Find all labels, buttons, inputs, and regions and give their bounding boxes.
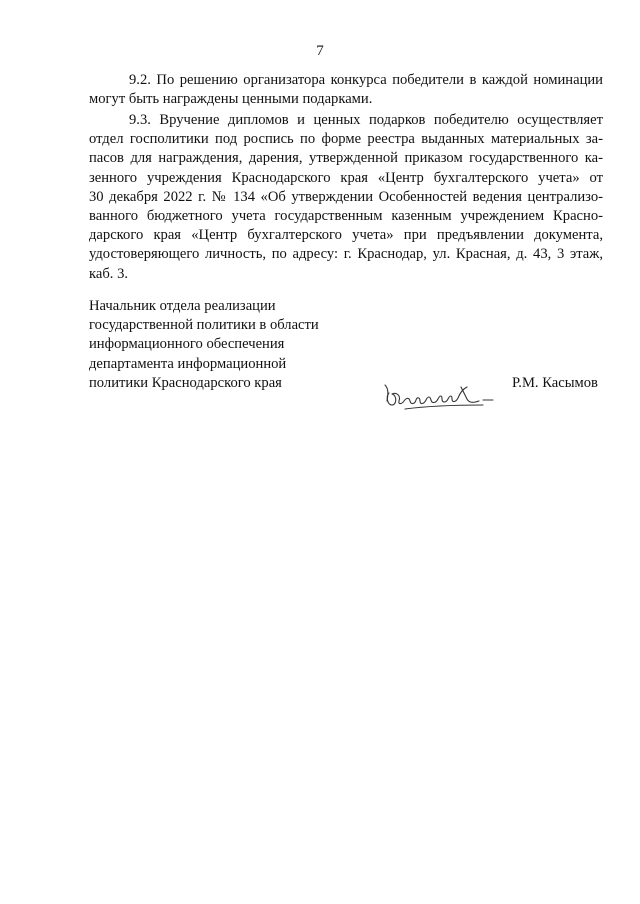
handwritten-signature (383, 383, 495, 423)
paragraph-line: ванного бюджетного учета государственным казенным учреждением Красно- (89, 208, 603, 225)
signatory-title-line: политики Краснодарского края (89, 374, 282, 391)
signatory-name: Р.М. Касымов (512, 375, 598, 391)
paragraph-line: отдел госполитики под роспись по форме реестра выданных материальных за- (89, 131, 603, 148)
paragraph-line: каб. 3. (89, 265, 129, 282)
paragraph-line: зенного учреждения Краснодарского края «Центр бухгалтерского учета» от (89, 169, 603, 186)
paragraph-9-2 (89, 71, 603, 109)
signatory-title-line: государственной политики в области (89, 317, 319, 334)
signatory-title-line: информационного обеспечения (89, 336, 285, 353)
signatory-title (89, 297, 319, 393)
paragraph-9-3 (89, 111, 603, 284)
paragraph-line: могут быть награждены ценными подарками. (89, 91, 373, 108)
paragraph-line: 9.3. Вручение дипломов и ценных подарков победителю осуществляет (129, 112, 603, 128)
signatory-title-line: Начальник отдела реализации (89, 298, 276, 314)
paragraph-line: 30 декабря 2022 г. № 134 «Об утверждении Особенностей ведения централизо- (89, 188, 603, 205)
paragraph-line: дарского края «Центр бухгалтерского учета» при предъявлении документа, (89, 227, 603, 244)
paragraph-line: удостоверяющего личность, по адресу: г. Краснодар, ул. Красная, д. 43, 3 этаж, (89, 246, 603, 263)
signatory-title-line: департамента информационной (89, 355, 287, 372)
paragraph-line: пасов для награждения, дарения, утвержденной приказом государственного ка- (89, 150, 603, 167)
paragraph-line: 9.2. По решению организатора конкурса победители в каждой номинации (129, 72, 603, 88)
page-number: 7 (316, 43, 324, 59)
